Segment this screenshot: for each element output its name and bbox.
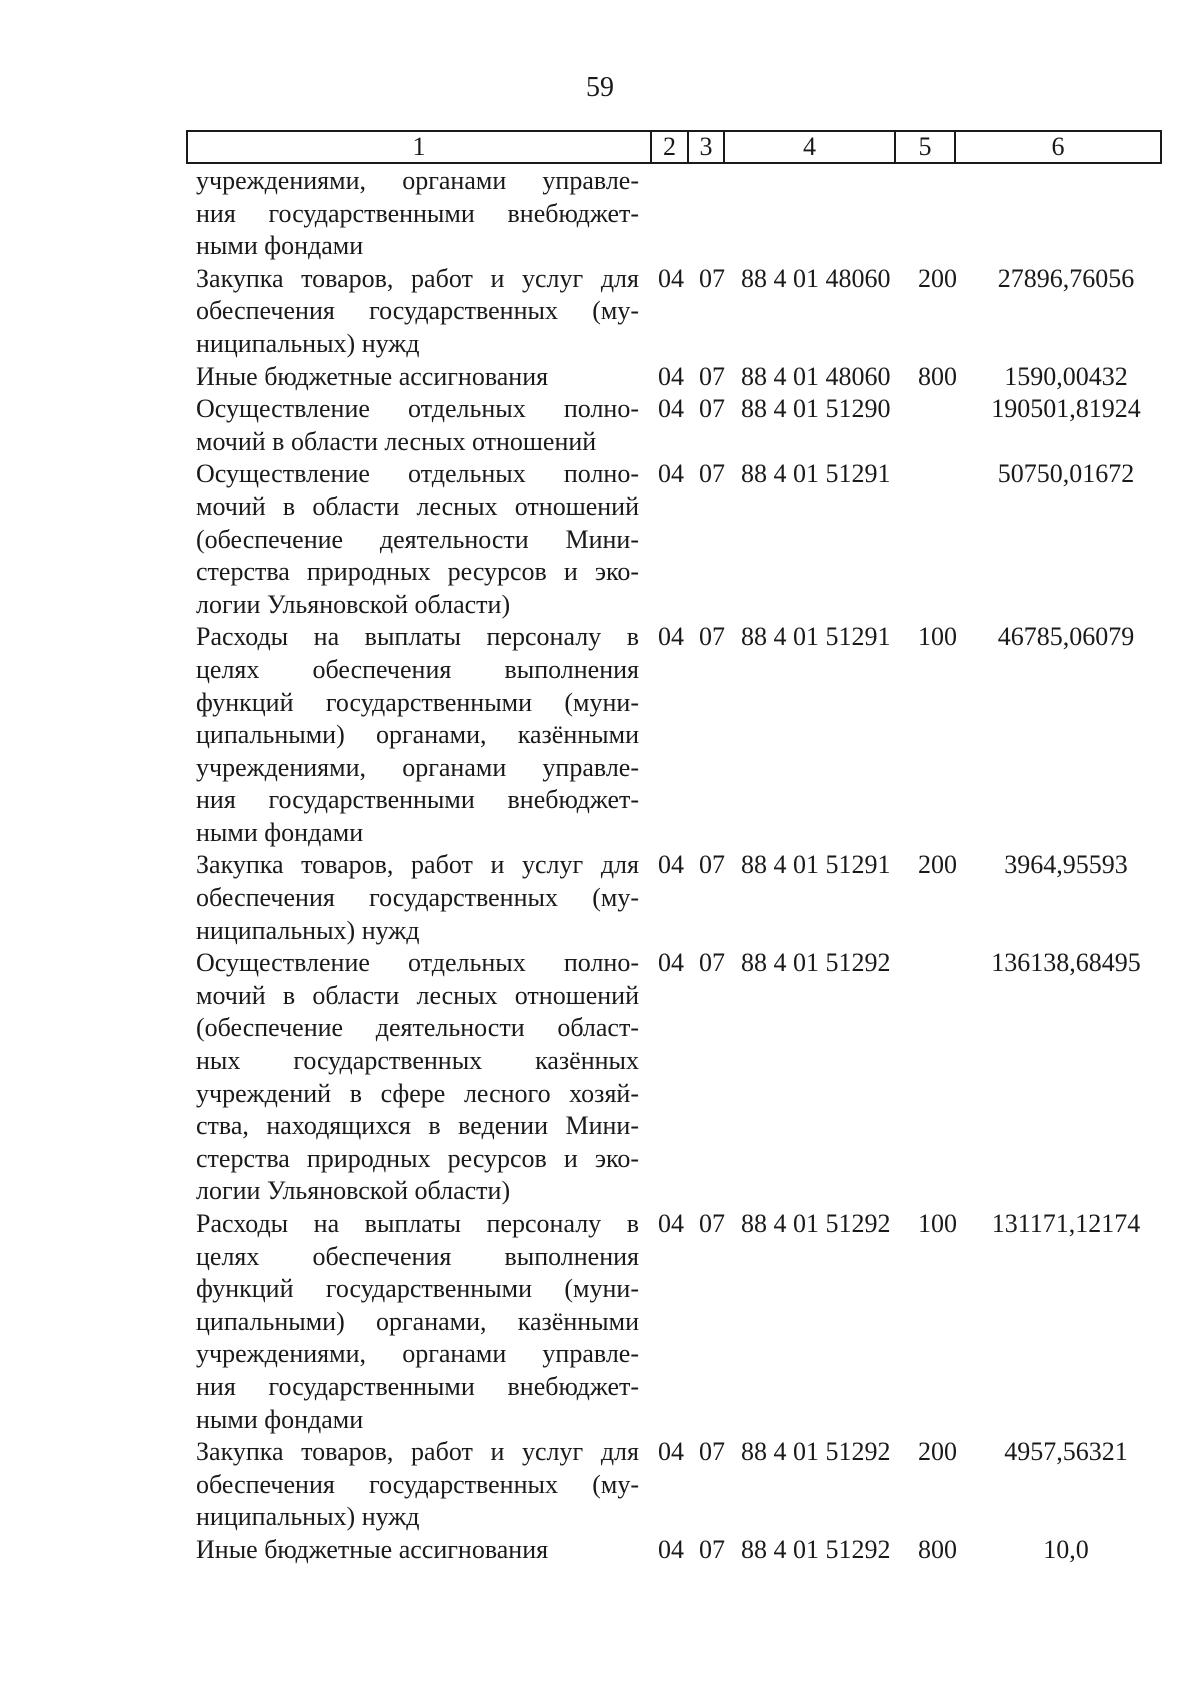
cell-c5: 800 xyxy=(918,361,957,391)
table-header xyxy=(186,130,1162,164)
table-row xyxy=(196,361,1176,394)
row-name-line: ниципальных) нужд xyxy=(196,328,420,358)
cell-c4: 88 4 01 51292 xyxy=(741,948,891,978)
cell-c3: 07 xyxy=(699,850,725,880)
cell-c3: 07 xyxy=(699,948,725,978)
cell-c3: 07 xyxy=(699,361,725,391)
cell-c4: 88 4 01 51291 xyxy=(741,622,891,652)
cell-c4: 88 4 01 48060 xyxy=(741,263,891,293)
row-name-line: целях обеспечения выполнения xyxy=(196,1241,639,1271)
row-name-line: Иные бюджетные ассигнования xyxy=(196,361,549,391)
row-name-line: учреждениями, органами управле- xyxy=(196,752,639,782)
row-name xyxy=(196,393,639,458)
header-col-4: 4 xyxy=(725,132,896,162)
row-name-line: логии Ульяновской области) xyxy=(196,589,511,619)
row-name-line: ниципальных) нужд xyxy=(196,1502,420,1532)
row-name-line: целях обеспечения выполнения xyxy=(196,654,639,684)
row-name-line: ными фондами xyxy=(196,1404,364,1434)
cell-c2: 04 xyxy=(658,1534,684,1564)
cell-c6: 50750,01672 xyxy=(997,459,1135,489)
row-name-line: Иные бюджетные ассигнования xyxy=(196,1534,549,1564)
row-name xyxy=(196,1436,639,1534)
header-col-5: 5 xyxy=(896,132,956,162)
row-name xyxy=(196,1208,639,1436)
table-row xyxy=(196,1436,1176,1534)
row-name-line: ния государственными внебюджет- xyxy=(196,1371,639,1401)
cell-c6: 46785,06079 xyxy=(997,622,1135,652)
row-name xyxy=(196,458,639,621)
cell-c3: 07 xyxy=(699,1534,725,1564)
row-name-line: ципальными) органами, казёнными xyxy=(196,1306,639,1336)
row-name xyxy=(196,361,639,394)
row-name-line: Осуществление отдельных полно- xyxy=(196,459,639,489)
cell-c3: 07 xyxy=(699,622,725,652)
row-name-line: стерства природных ресурсов и эко- xyxy=(196,557,639,587)
cell-c6: 10,0 xyxy=(1043,1534,1089,1564)
row-name-line: ными фондами xyxy=(196,817,364,847)
cell-c2: 04 xyxy=(658,622,684,652)
row-name-line: обеспечения государственных (му- xyxy=(196,883,639,913)
row-name-line: учреждениями, органами управле- xyxy=(196,166,639,195)
cell-c2: 04 xyxy=(658,394,684,424)
row-name-line: мочий в области лесных отношений xyxy=(196,980,639,1010)
cell-c4: 88 4 01 51292 xyxy=(741,1437,891,1467)
cell-c5: 200 xyxy=(918,263,957,293)
row-name xyxy=(196,1534,639,1567)
row-name-line: учреждениями, органами управле- xyxy=(196,1339,639,1369)
cell-c4: 88 4 01 51291 xyxy=(741,850,891,880)
cell-c4: 88 4 01 51291 xyxy=(741,459,891,489)
row-name xyxy=(196,621,639,849)
cell-c3: 07 xyxy=(699,263,725,293)
row-name-line: ципальными) органами, казёнными xyxy=(196,720,639,750)
row-name xyxy=(196,849,639,947)
row-name-line: Осуществление отдельных полно- xyxy=(196,394,639,424)
row-name xyxy=(196,165,639,263)
cell-c2: 04 xyxy=(658,948,684,978)
row-name-line: ных государственных казённых xyxy=(196,1046,639,1076)
cell-c4: 88 4 01 51292 xyxy=(741,1209,891,1238)
cell-c6: 1590,00432 xyxy=(1004,361,1128,391)
cell-c6: 4957,56321 xyxy=(1004,1437,1128,1467)
table-row xyxy=(196,621,1176,849)
cell-c2: 04 xyxy=(658,1209,684,1238)
cell-c6: 27896,76056 xyxy=(997,263,1135,293)
row-name-line: ниципальных) нужд xyxy=(196,915,420,945)
cell-c6: 136138,68495 xyxy=(991,948,1141,978)
cell-c2: 04 xyxy=(658,459,684,489)
table-row xyxy=(196,263,1176,361)
cell-c4: 88 4 01 51292 xyxy=(741,1534,891,1564)
row-name-line: ния государственными внебюджет- xyxy=(196,198,639,228)
header-col-3: 3 xyxy=(689,132,725,162)
row-name-line: мочий в области лесных отношений xyxy=(196,491,639,521)
cell-c5: 200 xyxy=(918,850,957,880)
row-name-line: Закупка товаров, работ и услуг для xyxy=(196,850,639,880)
cell-c2: 04 xyxy=(658,361,684,391)
cell-c2: 04 xyxy=(658,1437,684,1467)
table-row xyxy=(196,393,1176,458)
header-col-6: 6 xyxy=(1051,132,1065,161)
table-row xyxy=(196,849,1176,947)
row-name-line: обеспечения государственных (му- xyxy=(196,1469,639,1499)
cell-c4: 88 4 01 51290 xyxy=(741,394,891,424)
row-name-line: Расходы на выплаты персоналу в xyxy=(196,622,639,652)
header-col-1: 1 xyxy=(188,132,652,162)
row-name-line: логии Ульяновской области) xyxy=(196,1176,511,1206)
cell-c5: 100 xyxy=(918,622,957,652)
cell-c5: 200 xyxy=(918,1437,957,1467)
table-row xyxy=(196,1208,1176,1436)
row-name-line: обеспечения государственных (му- xyxy=(196,296,639,326)
cell-c3: 07 xyxy=(699,394,725,424)
cell-c6: 131171,12174 xyxy=(991,1209,1141,1238)
cell-c5: 100 xyxy=(918,1209,957,1238)
row-name-line: мочий в области лесных отношений xyxy=(196,426,597,456)
table-body xyxy=(196,165,1176,1567)
table-row xyxy=(196,458,1176,621)
row-name xyxy=(196,263,639,361)
table-row xyxy=(196,1534,1176,1567)
header-col-2: 2 xyxy=(652,132,689,162)
row-name-line: Осуществление отдельных полно- xyxy=(196,948,639,978)
cell-c3: 07 xyxy=(699,1209,725,1238)
row-name-line: ния государственными внебюджет- xyxy=(196,785,639,815)
row-name-line: учреждений в сфере лесного хозяй- xyxy=(196,1078,639,1108)
row-name-line: Закупка товаров, работ и услуг для xyxy=(196,263,639,293)
cell-c2: 04 xyxy=(658,263,684,293)
cell-c6: 3964,95593 xyxy=(1004,850,1128,880)
table-row xyxy=(196,165,1176,263)
row-name-line: функций государственными (муни- xyxy=(196,1274,639,1304)
cell-c5: 800 xyxy=(918,1534,957,1564)
row-name-line: Закупка товаров, работ и услуг для xyxy=(196,1437,639,1467)
page-number: 59 xyxy=(586,72,614,103)
cell-c6: 190501,81924 xyxy=(991,394,1141,424)
row-name-line: ными фондами xyxy=(196,231,364,261)
cell-c2: 04 xyxy=(658,850,684,880)
row-name-line: ства, находящихся в ведении Мини- xyxy=(196,1111,639,1141)
row-name-line: (обеспечение деятельности Мини- xyxy=(196,524,639,554)
row-name-line: (обеспечение деятельности област- xyxy=(196,1013,639,1043)
table-row xyxy=(196,947,1176,1208)
cell-c3: 07 xyxy=(699,459,725,489)
cell-c4: 88 4 01 48060 xyxy=(741,361,891,391)
row-name-line: функций государственными (муни- xyxy=(196,687,639,717)
row-name xyxy=(196,947,639,1208)
cell-c3: 07 xyxy=(699,1437,725,1467)
row-name-line: Расходы на выплаты персоналу в xyxy=(196,1209,639,1238)
row-name-line: стерства природных ресурсов и эко- xyxy=(196,1143,639,1173)
